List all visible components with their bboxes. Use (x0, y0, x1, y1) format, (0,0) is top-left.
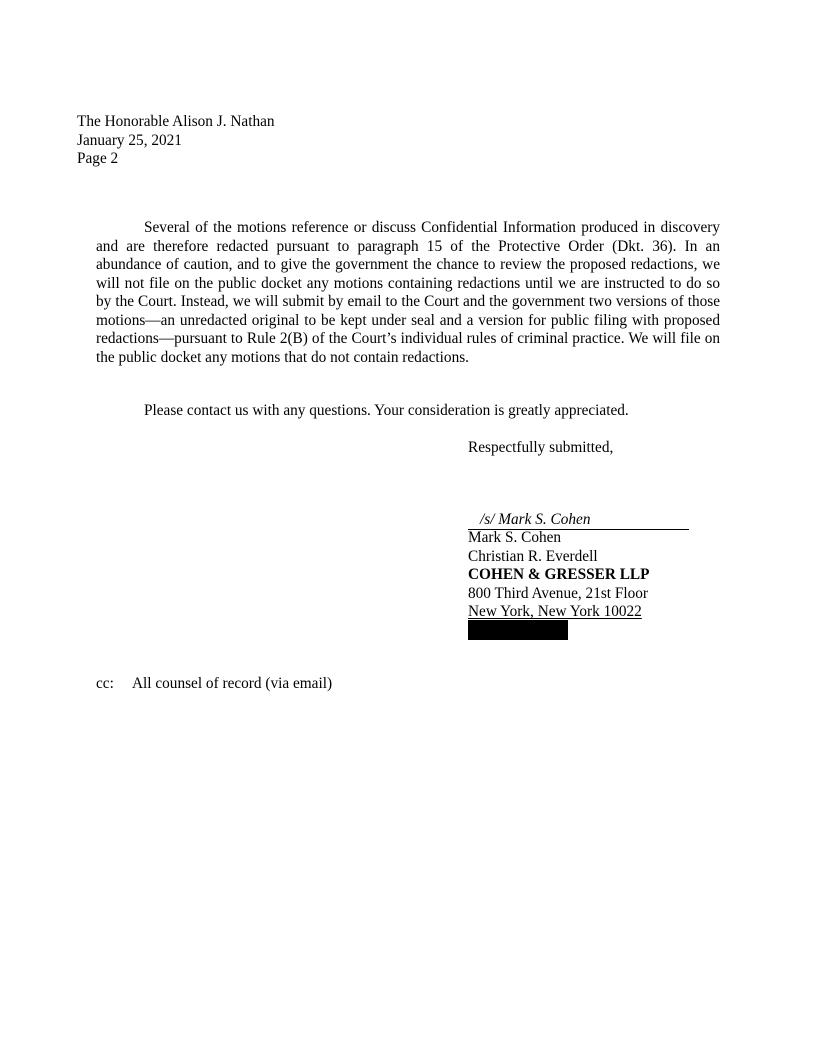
signer-name: Mark S. Cohen (468, 529, 562, 546)
cc-label: cc: (96, 675, 114, 692)
firm-name: COHEN & GRESSER LLP (468, 566, 650, 583)
cc-line (96, 675, 332, 693)
signature-line (468, 510, 689, 530)
body-paragraph-2: Please contact us with any questions. Your consideration is greatly appreciated. (144, 402, 629, 419)
body-paragraph-1: Several of the motions reference or discuss Confidential Information produced in discovery and are therefore redacted pursuant to paragraph 15 of the Protective Order (Dkt. 36). In an abundance of caution, and to give the government the chance to review the proposed redactions, we will not file on the public docket any motions containing redactions until we are instructed to do so by the Court. Instead, we will submit by email to the Court and the government two versions of those motions—an unredacted original to be kept under seal and a version for public filing with proposed redactions—pursuant to Rule 2(B) of the Court’s individual rules of criminal practice. We will file on the public docket any motions that do not contain redactions. (96, 219, 720, 366)
address-line-1: 800 Third Avenue, 21st Floor (468, 584, 649, 602)
cc-recipients: All counsel of record (via email) (132, 675, 333, 692)
electronic-signature: /s/ Mark S. Cohen (480, 511, 591, 528)
closing: Respectfully submitted, (468, 439, 614, 456)
addressee: The Honorable Alison J. Nathan (77, 113, 275, 130)
address-line-2: New York, New York 10022 (468, 603, 642, 620)
letter-header (77, 113, 275, 169)
co-signer-name: Christian R. Everdell (468, 547, 598, 565)
page-number: Page 2 (77, 150, 119, 167)
letter-date: January 25, 2021 (77, 131, 182, 149)
signature-block (468, 529, 649, 622)
redaction-box (468, 620, 568, 640)
